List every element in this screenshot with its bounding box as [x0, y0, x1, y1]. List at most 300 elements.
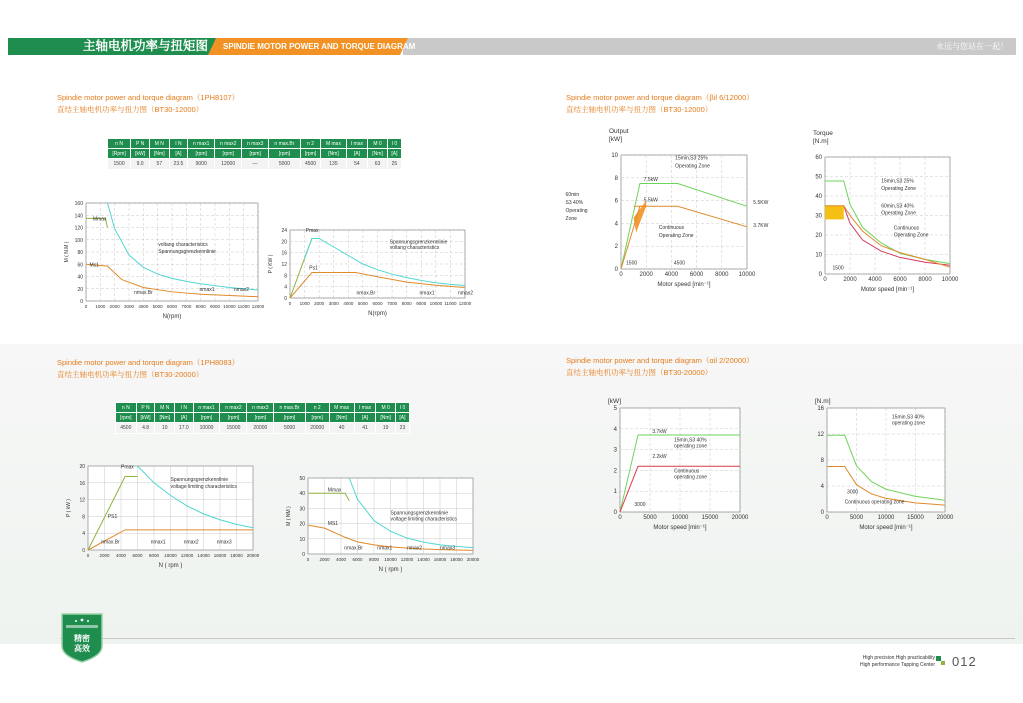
- x-tick-label: 6000: [372, 301, 383, 306]
- y-tick-label: 3: [613, 447, 617, 454]
- spec-table-unit-row: [108, 149, 402, 159]
- y-tick-label: 30: [299, 506, 305, 513]
- chart-annotation: voltage limiting characteristics: [390, 516, 457, 523]
- section-title-3-cn: 直结主轴电机功率与扭力图（BT30-20000）: [57, 370, 204, 379]
- spec-unit-cell: [Nm]: [376, 413, 396, 423]
- x-tick-label: 4000: [115, 553, 127, 558]
- x-tick-label: 4000: [343, 301, 354, 306]
- x-axis-label: Motor speed [min⁻¹]: [657, 282, 711, 288]
- spec-unit-cell: [rpm]: [305, 413, 329, 423]
- spec-unit-cell: [rpm]: [193, 413, 220, 423]
- chart-annotation: 1500: [626, 260, 638, 267]
- spec-value-cell: 9.0: [131, 159, 150, 170]
- section-title-1-en: Spindie motor power and torque diagram（1PH8107）: [57, 93, 240, 102]
- spec-header-cell: I 0: [387, 139, 401, 149]
- y-tick-label: 50: [815, 174, 822, 181]
- y-tick-label: 20: [281, 239, 287, 246]
- chart-annotation: 60min: [565, 192, 580, 199]
- y-tick-label: 20: [299, 521, 305, 528]
- x-tick-label: 0: [84, 304, 88, 309]
- y-tick-label: 20: [815, 233, 822, 239]
- x-tick-label: 9000: [209, 304, 221, 309]
- chart-annotation: nmax2: [407, 545, 423, 552]
- spec-unit-cell: [kW]: [136, 413, 155, 423]
- spec-value-cell: 63: [368, 159, 388, 170]
- spec-header-cell: n max3: [242, 139, 269, 149]
- chart-annotation: 7.5kW: [643, 177, 658, 184]
- chart-annotation: 5.5KW: [753, 200, 769, 207]
- x-tick-label: 0: [825, 515, 829, 521]
- spec-value-cell: 20000: [305, 423, 329, 434]
- spec-unit-cell: [Nm]: [150, 149, 170, 159]
- spec-table-header-row: [116, 403, 410, 413]
- chart-annotation: nmax.Br: [344, 545, 363, 552]
- spec-value-cell: 9000: [188, 159, 215, 170]
- chart-annotation: S3 40%: [565, 200, 584, 207]
- chart-annotation: 3000: [634, 501, 646, 508]
- y-tick-label: 24: [281, 228, 287, 234]
- chart-annotation: nmax.Br: [356, 290, 376, 297]
- x-axis-label: Motor speed [min⁻¹]: [860, 287, 915, 293]
- x-tick-label: 5000: [643, 515, 657, 521]
- y-tick-label: 8: [82, 514, 85, 521]
- y-tick-label: 140: [74, 213, 83, 220]
- spec-unit-cell: [Nm]: [155, 413, 175, 423]
- chart-annotation: nmax1: [199, 287, 215, 294]
- x-tick-label: 18000: [230, 553, 243, 558]
- chart-annotation: 1500: [832, 265, 844, 272]
- section-title-3: [57, 357, 239, 381]
- y-tick-label: 12: [281, 262, 287, 268]
- chart-annotation: Operating Zone: [893, 232, 929, 239]
- chart-annotation: 3.7kW: [652, 428, 667, 435]
- x-tick-label: 10000: [941, 277, 959, 283]
- spec-header-cell: n max1: [193, 403, 220, 413]
- x-tick-label: 2000: [99, 553, 110, 558]
- spec-unit-cell: [Rpm]: [108, 149, 131, 159]
- chart-annotation: voltage limiting characteristics: [170, 483, 237, 490]
- section-title-2-cn: 直结主轴电机功率与扭力图（BT30-12000）: [566, 105, 713, 114]
- spec-header-cell: n 2: [305, 403, 329, 413]
- y-tick-label: 20: [77, 286, 83, 293]
- section-title-4-cn: 直结主轴电机功率与扭力图（BT30-20000）: [566, 368, 713, 377]
- y-tick-label: 120: [74, 225, 83, 232]
- x-tick-label: 1000: [95, 304, 106, 309]
- chart-annotation: Operating Zone: [881, 185, 916, 192]
- spec-header-cell: M max: [321, 139, 346, 149]
- chart-annotation: Continuous: [658, 225, 685, 232]
- x-tick-label: 8000: [401, 301, 412, 306]
- chart-annotation: Pmax: [121, 464, 134, 471]
- header-title: 主轴电机功率与扭矩图: [83, 39, 209, 53]
- chart-svg: [565, 123, 769, 301]
- chart-svg: [800, 388, 980, 538]
- x-tick-label: 15000: [907, 515, 924, 521]
- section-title-2: [566, 92, 754, 116]
- x-tick-label: 6000: [132, 553, 143, 558]
- spec-unit-cell: [A]: [175, 413, 194, 423]
- spec-header-cell: n 2: [300, 139, 321, 149]
- y-tick-label: 40: [299, 491, 305, 498]
- footer-divider: [60, 638, 1015, 639]
- y-tick-label: 8: [614, 175, 618, 182]
- chart-ail2-torque: [800, 388, 980, 543]
- y-tick-label: 16: [281, 250, 287, 257]
- spec-header-cell: M max: [329, 403, 354, 413]
- x-tick-label: 20000: [246, 553, 260, 558]
- spec-value-cell: 41: [354, 423, 376, 434]
- chart-annotation: Spannungsgrenzkennlinie: [158, 248, 216, 255]
- y-tick-label: 8: [820, 458, 824, 464]
- x-tick-label: 4000: [138, 304, 149, 309]
- chart-annotation: voltang characteristics: [389, 245, 440, 252]
- chart-ail2-power: [590, 388, 790, 543]
- header-slogan: 永远与您站在一起！: [936, 42, 1008, 51]
- spec-value-cell: 20000: [247, 423, 274, 434]
- x-tick-label: 15000: [701, 515, 719, 521]
- chart-annotation: nmax3: [440, 545, 456, 552]
- section-title-2-en: Spindie motor power and torque diagram（βil 6/12000）: [566, 93, 754, 102]
- y-tick-label: 0: [82, 548, 85, 554]
- y-tick-label: 30: [815, 213, 822, 220]
- x-axis-label: Motor speed [min⁻¹]: [653, 525, 707, 531]
- spec-value-cell: 1500: [108, 159, 131, 170]
- chart-annotation: MS1: [327, 521, 339, 528]
- section-title-3-en: Spindie motor power and torque diagram（1PH8083）: [57, 358, 240, 367]
- x-tick-label: 0: [306, 557, 310, 562]
- y-tick-label: 12: [817, 432, 824, 438]
- spec-unit-cell: [Nm]: [321, 149, 346, 159]
- chart-bil6-torque: [800, 127, 980, 310]
- spec-value-cell: 10: [155, 423, 175, 434]
- chart-annotation: nmax.Br: [134, 290, 153, 297]
- spec-value-cell: 4500: [116, 423, 137, 434]
- y-tick-label: 5: [613, 406, 617, 412]
- chart-annotation: 3000: [847, 489, 859, 496]
- chart-annotation: nmax.Br: [101, 539, 120, 546]
- header-banner: [8, 38, 1016, 55]
- footer-line-2: High performance Tapping Center: [860, 662, 935, 668]
- chart-1PH8083-power: [60, 460, 260, 580]
- badge-text-1: 精密: [74, 634, 90, 643]
- x-tick-label: 7000: [181, 304, 192, 309]
- x-tick-label: 6000: [352, 557, 363, 562]
- x-tick-label: 2000: [843, 277, 857, 283]
- spec-header-cell: n max2: [215, 139, 242, 149]
- chart-annotation: 5.5kW: [643, 197, 658, 204]
- y-tick-label: 160: [74, 201, 83, 207]
- y-axis-label: P ( kW ): [66, 499, 72, 517]
- x-tick-label: 5000: [152, 304, 163, 309]
- y-tick-label: 0: [613, 510, 617, 516]
- x-tick-label: 20000: [466, 557, 480, 562]
- spec-value-cell: —: [242, 159, 269, 170]
- spec-value-cell: 5000: [274, 423, 305, 434]
- x-axis-label: N(rpm): [368, 311, 387, 317]
- spec-header-cell: n max3: [247, 403, 274, 413]
- y-axis-label: P ( KW ): [268, 254, 274, 274]
- chart-unit: [kW]: [609, 136, 622, 143]
- x-tick-label: 2000: [109, 304, 120, 309]
- y-tick-label: 0: [80, 299, 83, 305]
- y-tick-label: 100: [74, 237, 83, 244]
- y-tick-label: 10: [611, 153, 618, 159]
- x-tick-label: 10000: [671, 515, 689, 521]
- y-tick-label: 4: [613, 426, 617, 433]
- y-tick-label: 0: [284, 296, 287, 302]
- chart-annotation: Continuous: [893, 225, 920, 232]
- x-tick-label: 20000: [936, 515, 954, 521]
- chart-annotation: nmax2: [183, 539, 199, 546]
- spec-header-cell: n N: [108, 139, 131, 149]
- chart-svg: [268, 224, 474, 324]
- chart-annotation: 15min,S3 40%: [891, 414, 925, 421]
- badge-text-2: 高效: [74, 644, 90, 653]
- spec-header-cell: M 0: [376, 403, 396, 413]
- chart-annotation: nmax2: [233, 287, 249, 294]
- x-tick-label: 1000: [299, 301, 310, 306]
- zone-fill: [825, 206, 844, 220]
- x-tick-label: 10000: [738, 272, 756, 278]
- spec-unit-cell: [kW]: [131, 149, 150, 159]
- spec-unit-cell: [rpm]: [220, 413, 247, 423]
- page-number: 012: [952, 654, 977, 669]
- x-tick-label: 18000: [450, 557, 463, 562]
- spec-value-cell: 15000: [220, 423, 247, 434]
- x-axis-label: Motor speed [min⁻¹]: [859, 525, 913, 531]
- y-tick-label: 2: [614, 244, 618, 251]
- footer-line-1: High precision High practicability: [862, 655, 935, 661]
- chart-annotation: nmax1: [377, 545, 393, 552]
- spec-value-cell: 10000: [193, 423, 220, 434]
- spec-header-cell: n max.Br: [274, 403, 305, 413]
- chart-annotation: 15min,S3 40%: [674, 437, 707, 444]
- x-axis-label: N ( rpm ): [378, 567, 403, 573]
- y-tick-label: 12: [79, 497, 85, 504]
- y-tick-label: 4: [820, 484, 824, 490]
- chart-annotation: operating zone: [674, 474, 708, 481]
- x-tick-label: 4000: [868, 277, 882, 283]
- spec-unit-cell: [rpm]: [269, 149, 301, 159]
- x-tick-label: 9000: [416, 301, 427, 306]
- spec-unit-cell: [A]: [169, 149, 188, 159]
- x-tick-label: 12000: [400, 557, 414, 562]
- chart-1PH8083-torque: [280, 470, 480, 580]
- y-tick-label: 0: [818, 272, 822, 278]
- spec-unit-cell: [A]: [354, 413, 376, 423]
- chart-annotation: nmax1: [419, 290, 435, 297]
- x-tick-label: 7000: [387, 301, 398, 306]
- spec-unit-cell: [rpm]: [116, 413, 137, 423]
- chart-1PH8107-torque: [58, 195, 263, 330]
- x-tick-label: 12000: [180, 553, 194, 558]
- y-axis-label: M ( NM ): [286, 506, 292, 526]
- chart-svg: [280, 470, 480, 575]
- chart-annotation: Operating: [565, 208, 588, 214]
- chart-annotation: 4500: [673, 260, 686, 267]
- chart-annotation: Zone: [565, 215, 577, 222]
- y-tick-label: 2: [613, 468, 617, 475]
- chart-annotation: nmax3: [216, 539, 232, 546]
- spec-header-cell: P N: [136, 403, 155, 413]
- shield-badge-icon: [60, 612, 104, 664]
- spec-value-cell: 23: [395, 423, 409, 434]
- section-title-4: [566, 355, 754, 379]
- y-tick-label: 40: [77, 274, 83, 281]
- section-title-4-en: Spindie motor power and torque diagram（αil 2/20000）: [566, 356, 754, 365]
- spec-value-cell: 54: [346, 159, 368, 170]
- y-tick-label: 10: [299, 536, 305, 543]
- spec-header-cell: n max2: [220, 403, 247, 413]
- x-tick-label: 2000: [319, 557, 330, 562]
- chart-annotation: nmax1: [150, 539, 166, 546]
- spec-table-unit-row: [116, 413, 410, 423]
- x-tick-label: 0: [823, 277, 827, 283]
- y-tick-label: 80: [77, 250, 83, 256]
- x-tick-label: 16000: [433, 557, 447, 562]
- chart-title: Torque: [813, 130, 833, 137]
- spec-unit-cell: [A]: [395, 413, 409, 423]
- spec-value-cell: 5000: [269, 159, 301, 170]
- spec-value-cell: 12000: [215, 159, 242, 170]
- spec-header-cell: I N: [169, 139, 188, 149]
- spec-value-cell: 4.8: [136, 423, 155, 434]
- chart-annotation: PS1: [107, 514, 118, 521]
- spec-unit-cell: [Nm]: [329, 413, 354, 423]
- spec-unit-cell: [rpm]: [188, 149, 215, 159]
- y-tick-label: 6: [614, 198, 618, 205]
- spec-table-value-row: [108, 159, 402, 170]
- x-tick-label: 0: [619, 272, 623, 278]
- x-tick-label: 8000: [195, 304, 206, 309]
- x-axis-label: N ( rpm ): [158, 563, 183, 569]
- y-tick-label: 0: [302, 552, 305, 558]
- chart-unit: [N.m]: [815, 398, 831, 405]
- x-tick-label: 10000: [223, 304, 236, 309]
- x-tick-label: 11000: [444, 301, 457, 306]
- chart-annotation: Ps1: [309, 265, 318, 272]
- x-tick-label: 12000: [458, 301, 472, 306]
- x-tick-label: 0: [86, 553, 90, 558]
- chart-annotation: Continuous: [674, 468, 700, 475]
- header-subtitle: SPINDIE MOTOR POWER AND TORQUE DIAGRAM: [223, 42, 416, 51]
- spec-value-cell: 4500: [300, 159, 321, 170]
- y-tick-label: 4: [284, 284, 287, 291]
- spec-table-value-row: [116, 423, 410, 434]
- x-tick-label: 3000: [328, 301, 339, 306]
- chart-annotation: Continuous operating zone: [844, 499, 905, 506]
- spec-table-header-row: [108, 139, 402, 149]
- spec-unit-cell: [Nm]: [368, 149, 388, 159]
- spec-header-cell: P N: [131, 139, 150, 149]
- x-tick-label: 10000: [877, 515, 895, 521]
- x-tick-label: 10000: [164, 553, 177, 558]
- x-tick-label: 10000: [384, 557, 397, 562]
- x-tick-label: 0: [618, 515, 622, 521]
- spec-unit-cell: [rpm]: [274, 413, 305, 423]
- y-tick-label: 60: [815, 155, 822, 161]
- chart-annotation: 15min,S3 25%: [675, 155, 708, 162]
- x-tick-label: 2000: [314, 301, 325, 306]
- chart-annotation: Operating Zone: [675, 163, 710, 170]
- chart-annotation: voltang characteristics: [158, 242, 208, 249]
- y-tick-label: 4: [614, 221, 618, 228]
- x-tick-label: 5000: [849, 515, 864, 521]
- chart-unit: [kW]: [608, 398, 621, 405]
- chart-annotation: operating zone: [891, 420, 925, 427]
- x-tick-label: 2000: [639, 272, 653, 278]
- spec-value-cell: 135: [321, 159, 346, 170]
- spec-unit-cell: [A]: [387, 149, 401, 159]
- spec-header-cell: I max: [354, 403, 376, 413]
- chart-annotation: Operating Zone: [658, 233, 694, 240]
- x-tick-label: 14000: [417, 557, 430, 562]
- spec-header-cell: I max: [346, 139, 368, 149]
- x-tick-label: 4000: [335, 557, 347, 562]
- y-tick-label: 16: [817, 406, 824, 412]
- x-tick-label: 0: [288, 301, 292, 306]
- y-tick-label: 8: [284, 273, 287, 280]
- chart-svg: [590, 388, 790, 538]
- y-tick-label: 50: [299, 476, 305, 482]
- chart-annotation: Spannungsgrenzkennlinie: [389, 239, 448, 246]
- x-tick-label: 6000: [689, 272, 704, 278]
- spec-value-cell: 19: [376, 423, 396, 434]
- x-tick-label: 14000: [197, 553, 210, 558]
- spec-header-cell: M N: [155, 403, 175, 413]
- chart-annotation: Ms1: [89, 262, 99, 269]
- chart-annotation: 60min,S3 40%: [881, 203, 914, 210]
- spec-header-cell: I N: [175, 403, 194, 413]
- spec-header-cell: n N: [116, 403, 137, 413]
- spec-header-cell: M N: [150, 139, 170, 149]
- x-tick-label: 8000: [148, 553, 160, 558]
- spec-table-1PH8083: [115, 402, 410, 434]
- chart-annotation: operating zone: [674, 443, 708, 450]
- chart-annotation: nmax2: [458, 290, 474, 297]
- x-tick-label: 5000: [357, 301, 368, 306]
- chart-annotation: Pmax: [305, 228, 319, 235]
- x-tick-label: 6000: [893, 277, 907, 283]
- y-tick-label: 60: [77, 262, 83, 269]
- x-tick-label: 8000: [715, 272, 729, 278]
- spec-value-cell: 23.5: [169, 159, 188, 170]
- x-tick-label: 20000: [731, 515, 749, 521]
- x-tick-label: 6000: [166, 304, 178, 309]
- spec-header-cell: M 0: [368, 139, 388, 149]
- chart-annotation: Mmax: [327, 487, 342, 494]
- chart-svg: [800, 127, 980, 305]
- x-tick-label: 8000: [368, 557, 380, 562]
- y-tick-label: 20: [79, 464, 85, 470]
- spec-value-cell: 57: [150, 159, 170, 170]
- footer-tagline: [860, 655, 935, 669]
- spec-unit-cell: [rpm]: [242, 149, 269, 159]
- x-tick-label: 16000: [213, 553, 227, 558]
- spec-header-cell: n max.Br: [269, 139, 301, 149]
- spec-value-cell: 17.0: [175, 423, 194, 434]
- x-tick-label: 3000: [123, 304, 135, 309]
- header-gray-bar: [403, 38, 1016, 55]
- y-tick-label: 16: [79, 480, 85, 487]
- spec-value-cell: 25: [387, 159, 401, 170]
- y-tick-label: 1: [613, 489, 617, 496]
- spec-value-cell: 40: [329, 423, 354, 434]
- page-corner-mark-icon: [936, 656, 946, 666]
- chart-1PH8107-power: [268, 224, 474, 329]
- spec-table-1PH8107: [107, 138, 402, 170]
- chart-annotation: Mmax: [92, 216, 107, 223]
